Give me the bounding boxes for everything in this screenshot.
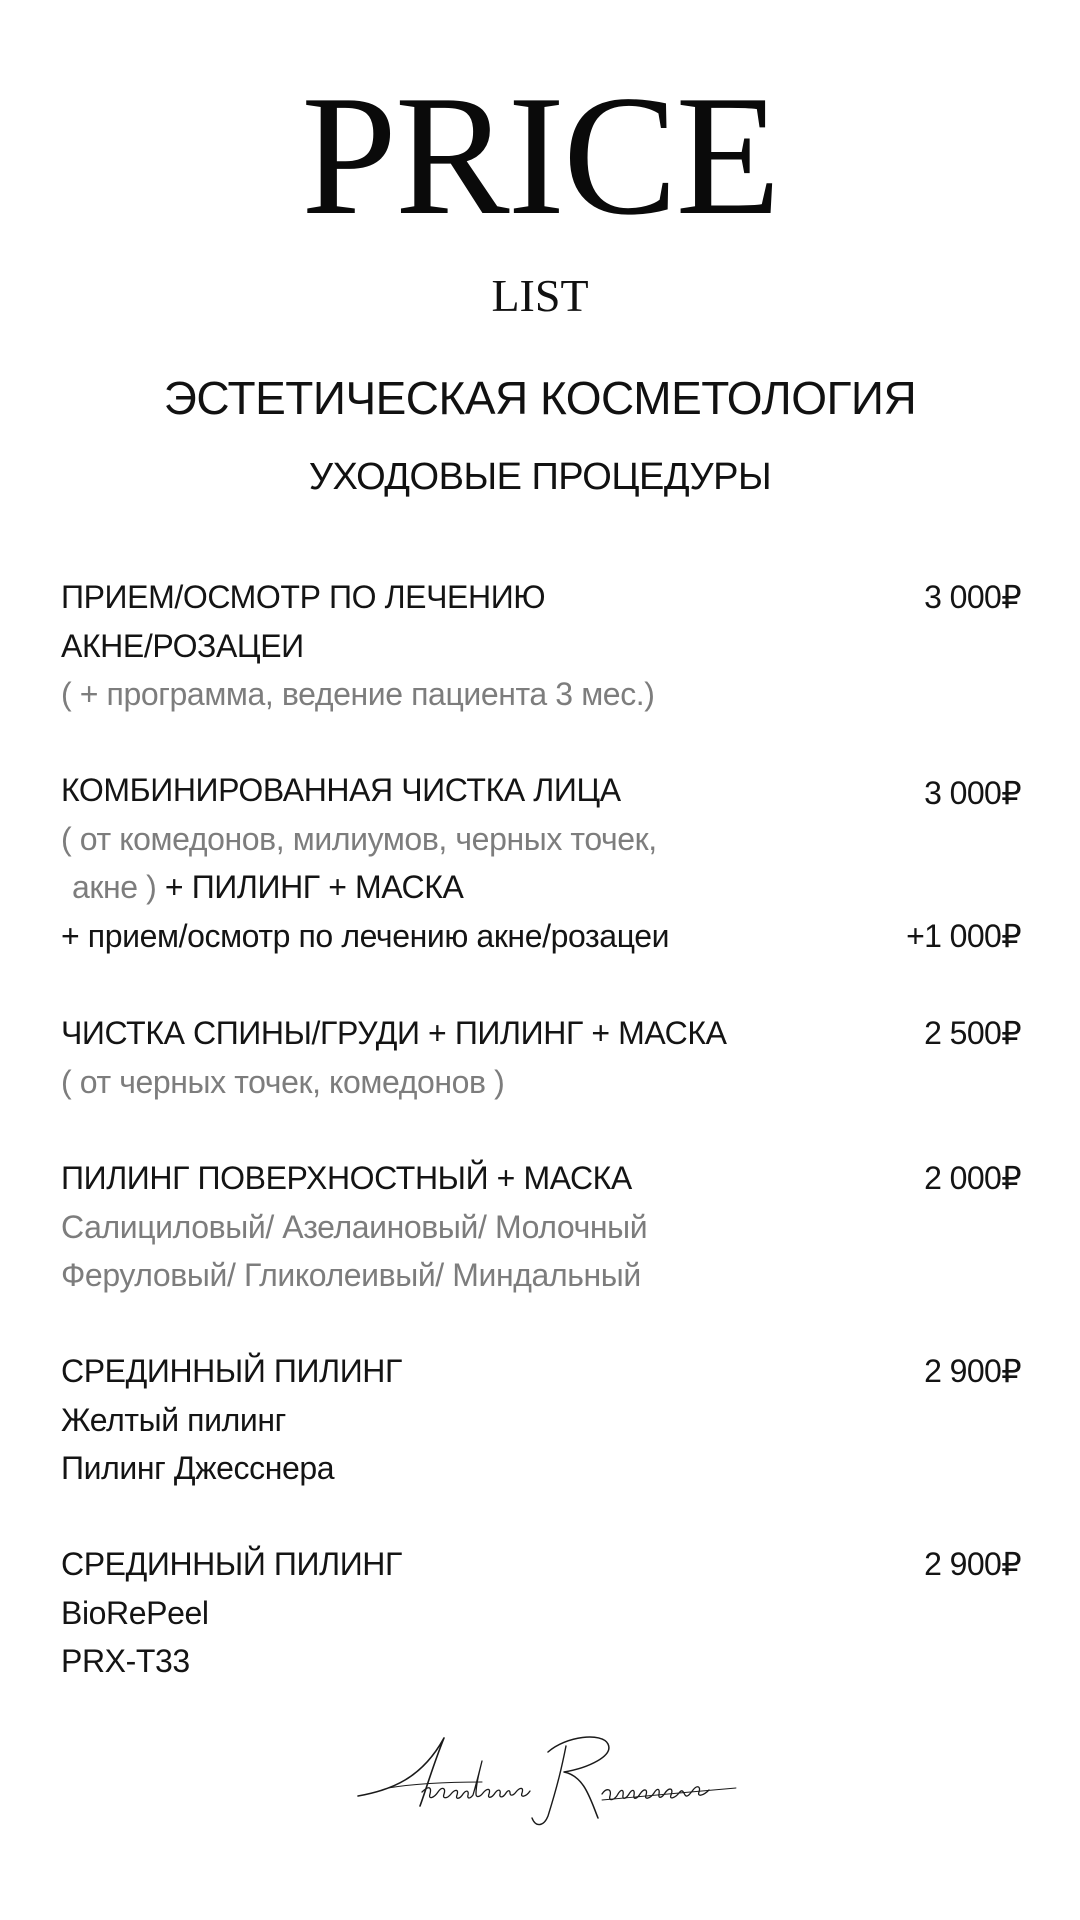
item-detail: BioRePeel: [61, 1594, 209, 1631]
item-name-continued: АКНЕ/РОЗАЦЕИ: [61, 627, 304, 664]
page-title: PRICE: [301, 61, 779, 251]
item-note: ( от комедонов, милиумов, черных точек,: [61, 820, 657, 857]
signature-logo: [352, 1718, 742, 1838]
price-item: [61, 1347, 1021, 1493]
item-detail: Желтый пилинг: [61, 1401, 286, 1438]
price-item: [61, 1154, 1021, 1300]
section-heading: УХОДОВЫЕ ПРОЦЕДУРЫ: [308, 456, 772, 498]
item-price: 3 000₽: [924, 579, 1021, 615]
item-name: СРЕДИННЫЙ ПИЛИНГ: [61, 1353, 402, 1389]
item-note-line: [61, 863, 1021, 912]
item-name: КОМБИНИРОВАННАЯ ЧИСТКА ЛИЦА: [61, 772, 621, 808]
item-price: 3 000₽: [924, 775, 1021, 811]
item-detail: Пилинг Джесснера: [61, 1450, 335, 1486]
item-note: ( от черных точек, комедонов ): [61, 1063, 505, 1100]
item-price: 2 900₽: [924, 1546, 1021, 1582]
item-name: СРЕДИННЫЙ ПИЛИНГ: [61, 1546, 402, 1582]
item-name: ПРИЕМ/ОСМОТР ПО ЛЕЧЕНИЮ: [61, 579, 546, 615]
price-item: [61, 1540, 1021, 1686]
item-name: ЧИСТКА СПИНЫ/ГРУДИ + ПИЛИНГ + МАСКА: [61, 1015, 727, 1051]
item-addon-price: +1 000₽: [906, 917, 1021, 954]
item-note: Салициловый/ Азелаиновый/ Молочный: [61, 1208, 648, 1245]
item-detail: PRX-T33: [61, 1643, 190, 1679]
price-item: [61, 766, 1021, 960]
page-subtitle: LIST: [491, 270, 589, 321]
item-note-continued: Феруловый/ Гликолеивый/ Миндальный: [61, 1257, 641, 1293]
item-note-continued: акне ): [72, 869, 157, 905]
item-note: ( + программа, ведение пациента 3 мес.): [61, 676, 655, 712]
item-price: 2 900₽: [924, 1353, 1021, 1389]
item-price: 2 500₽: [924, 1015, 1021, 1051]
price-item: [61, 1009, 1021, 1106]
price-item: [61, 573, 1021, 719]
item-name-suffix: + ПИЛИНГ + МАСКА: [156, 869, 464, 905]
item-name: ПИЛИНГ ПОВЕРХНОСТНЫЙ + МАСКА: [61, 1160, 632, 1196]
item-price: 2 000₽: [924, 1160, 1021, 1196]
item-addon: + прием/осмотр по лечению акне/розацеи: [61, 917, 670, 954]
category-heading: ЭСТЕТИЧЕСКАЯ КОСМЕТОЛОГИЯ: [163, 372, 917, 424]
